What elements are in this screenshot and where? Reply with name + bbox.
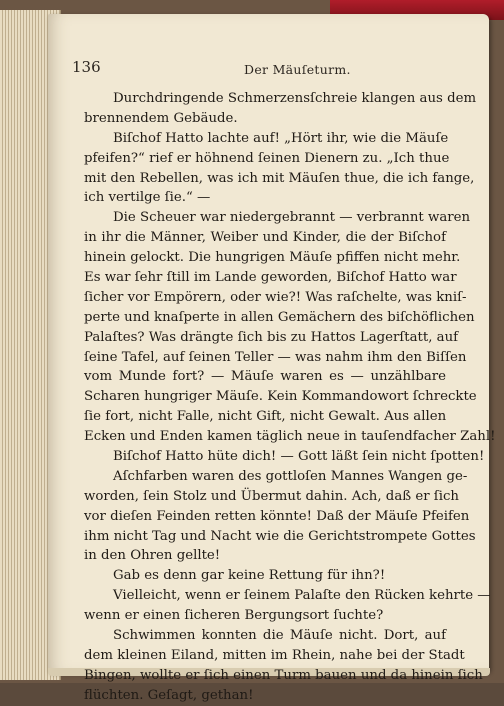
text-line: ich vertilge ſie.“ — (84, 190, 211, 206)
text-line: pfeifen?“ rief er höhnend ſeinen Dienern zu. „Ich thue (84, 150, 450, 166)
text-line: dem kleinen Eiland, mitten im Rhein, nahe bei der Stadt (84, 647, 465, 663)
text-line: ſicher vor Empörern, oder wie?! Was raſchelte, was kniſ- (84, 289, 467, 305)
text-line: in ihr die Männer, Weiber und Kinder, die der Biſchof (84, 230, 446, 246)
text-line: Biſchof Hatto hüte dich! — Gott läßt ſein nicht ſpotten! (113, 449, 485, 465)
text-line: worden, ſein Stolz und Übermut dahin. Ach, daß er ſich (84, 488, 459, 504)
text-line: Gab es denn gar keine Rettung für ihn?! (113, 568, 386, 584)
text-line: Bingen, wollte er ſich einen Turm bauen und da hinein ſich (84, 667, 483, 683)
text-line: ſeine Tafel, auf ſeinen Teller — was nahm ihm den Biſſen (84, 349, 467, 365)
text-line: Schwimmen konnten die Mäuſe nicht. Dort, auf (113, 628, 446, 644)
text-line: mit den Rebellen, was ich mit Mäuſen thue, die ich fange, (84, 170, 475, 186)
text-line: Aſchfarben waren des gottloſen Mannes Wangen ge- (113, 468, 468, 484)
text-line: Palaſtes? Was drängte ſich bis zu Hattos Lagerſtatt, auf (84, 329, 459, 345)
text-line: Vielleicht, wenn er ſeinem Palaſte den Rücken kehrte — (113, 588, 491, 604)
text-line: brennendem Gebäude. (84, 110, 238, 126)
text-line: flüchten. Geſagt, gethan! (84, 687, 254, 703)
text-line: ihm nicht Tag und Nacht wie die Gerichtstrompete Gottes (84, 528, 476, 544)
text-line: vor dieſen Feinden retten könnte! Daß der Mäuſe Pfeifen (84, 508, 470, 524)
running-title: Der Mäuſeturm. (244, 62, 351, 77)
page-number: 136 (72, 58, 101, 76)
text-line: wenn er einen ſicheren Bergungsort ſuchte? (84, 608, 384, 624)
text-line: in den Ohren gellte! (84, 548, 221, 564)
text-line: Scharen hungriger Mäuſe. Kein Kommandowort ſchreckte (84, 389, 477, 405)
text-line: perte und knaſperte in allen Gemächern des biſchöflichen (84, 309, 475, 325)
text-line: Biſchof Hatto lachte auf! „Hört ihr, wie die Mäuſe (113, 130, 449, 146)
text-line: hinein gelockt. Die hungrigen Mäuſe pfiffen nicht mehr. (84, 250, 461, 266)
text-line: ſie fort, nicht Falle, nicht Gift, nicht Gewalt. Aus allen (84, 409, 447, 425)
text-line: Die Scheuer war niedergebrannt — verbrannt waren (113, 210, 471, 226)
body-text (84, 89, 496, 706)
text-line: vom Munde fort? — Mäuſe waren es — unzählbare (84, 369, 446, 385)
text-line: Ecken und Enden kamen täglich neue in tauſendfacher Zahl! (84, 429, 496, 445)
text-line: Durchdringende Schmerzensſchreie klangen aus dem (113, 91, 477, 106)
text-line: Es war ſehr ſtill im Lande geworden, Biſchof Hatto war (84, 270, 457, 286)
